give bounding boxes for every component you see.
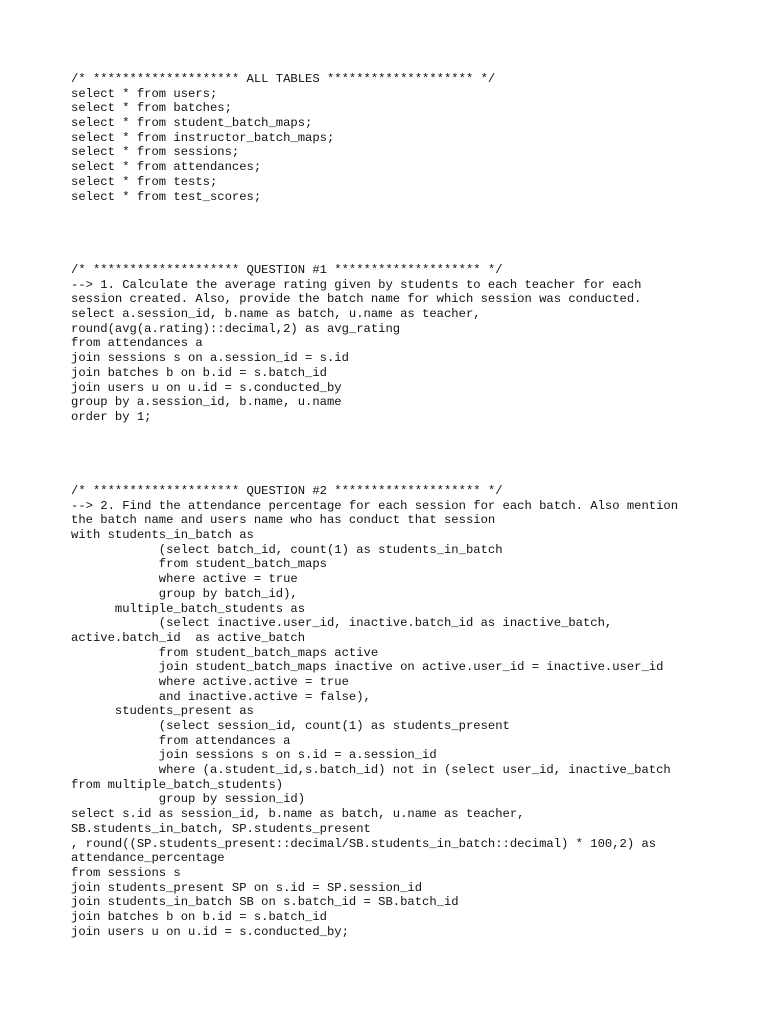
code-line: select * from attendances; [71, 160, 262, 175]
code-line: where active = true [71, 572, 298, 587]
code-line: group by batch_id), [71, 586, 298, 601]
code-line: join sessions s on a.session_id = s.id [71, 351, 349, 366]
code-line: , round((SP.students_present::decimal/SB.students_in_batch::decimal) * 100,2) as [71, 836, 657, 851]
code-line: where (a.student_id,s.batch_id) not in (select user_id, inactive_batch [71, 763, 671, 778]
section-header-comment: /* ******************** QUESTION #2 ******************** */ [71, 484, 503, 498]
code-line: with students_in_batch as [71, 528, 254, 543]
question-text-line: the batch name and users name who has conduct that session [71, 513, 496, 528]
code-line: SB.students_in_batch, SP.students_present [71, 821, 371, 836]
code-line: students_present as [71, 704, 254, 719]
code-line: (select batch_id, count(1) as students_in_batch [71, 542, 503, 557]
code-line: multiple_batch_students as [71, 601, 306, 616]
question-text-line: --> 1. Calculate the average rating given by students to each teacher for each [71, 277, 642, 292]
code-line: from attendances a [71, 733, 291, 748]
code-line: from multiple_batch_students) [71, 777, 284, 792]
code-line: and inactive.active = false), [71, 689, 371, 704]
sql-section-question-1 [71, 263, 751, 425]
code-line: from student_batch_maps [71, 557, 327, 572]
code-line: join users u on u.id = s.conducted_by; [71, 924, 349, 939]
code-line: select s.id as session_id, b.name as batch, u.name as teacher, [71, 807, 525, 822]
code-line: join students_in_batch SB on s.batch_id = SB.batch_id [71, 895, 459, 910]
code-line: select * from instructor_batch_maps; [71, 130, 335, 145]
sql-section-all-tables [71, 72, 751, 204]
code-line: from student_batch_maps active [71, 645, 379, 660]
code-line: from attendances a [71, 336, 203, 351]
code-line: order by 1; [71, 409, 152, 424]
code-line: select * from test_scores; [71, 189, 262, 204]
question-text-line: session created. Also, provide the batch name for which session was conducted. [71, 292, 642, 307]
code-line: from sessions s [71, 865, 181, 880]
code-line: where active.active = true [71, 674, 349, 689]
code-line: group by a.session_id, b.name, u.name [71, 395, 342, 410]
code-line: join batches b on b.id = s.batch_id [71, 365, 327, 380]
code-line: join batches b on b.id = s.batch_id [71, 909, 327, 924]
code-line: join students_present SP on s.id = SP.session_id [71, 880, 423, 895]
code-line: join users u on u.id = s.conducted_by [71, 380, 342, 395]
code-line: attendance_percentage [71, 851, 225, 866]
section-header-comment: /* ******************** ALL TABLES ******************** */ [71, 72, 496, 86]
code-line: select * from tests; [71, 174, 218, 189]
code-line: group by session_id) [71, 792, 306, 807]
code-line: active.batch_id as active_batch [71, 630, 306, 645]
code-line: select * from student_batch_maps; [71, 116, 313, 131]
question-text-line: --> 2. Find the attendance percentage for each session for each batch. Also mention [71, 498, 679, 513]
code-line: join sessions s on s.id = a.session_id [71, 748, 437, 763]
code-line: (select session_id, count(1) as students_present [71, 719, 510, 733]
sql-section-question-2 [71, 484, 751, 939]
code-line: join student_batch_maps inactive on active.user_id = inactive.user_id [71, 660, 664, 675]
code-line: select * from batches; [71, 101, 232, 116]
code-line: select * from users; [71, 86, 218, 101]
code-line: select * from sessions; [71, 145, 240, 160]
code-line: select a.session_id, b.name as batch, u.name as teacher, [71, 307, 481, 322]
code-line: round(avg(a.rating)::decimal,2) as avg_rating [71, 321, 401, 336]
code-line: (select inactive.user_id, inactive.batch_id as inactive_batch, [71, 616, 613, 631]
section-header-comment: /* ******************** QUESTION #1 ******************** */ [71, 263, 503, 277]
